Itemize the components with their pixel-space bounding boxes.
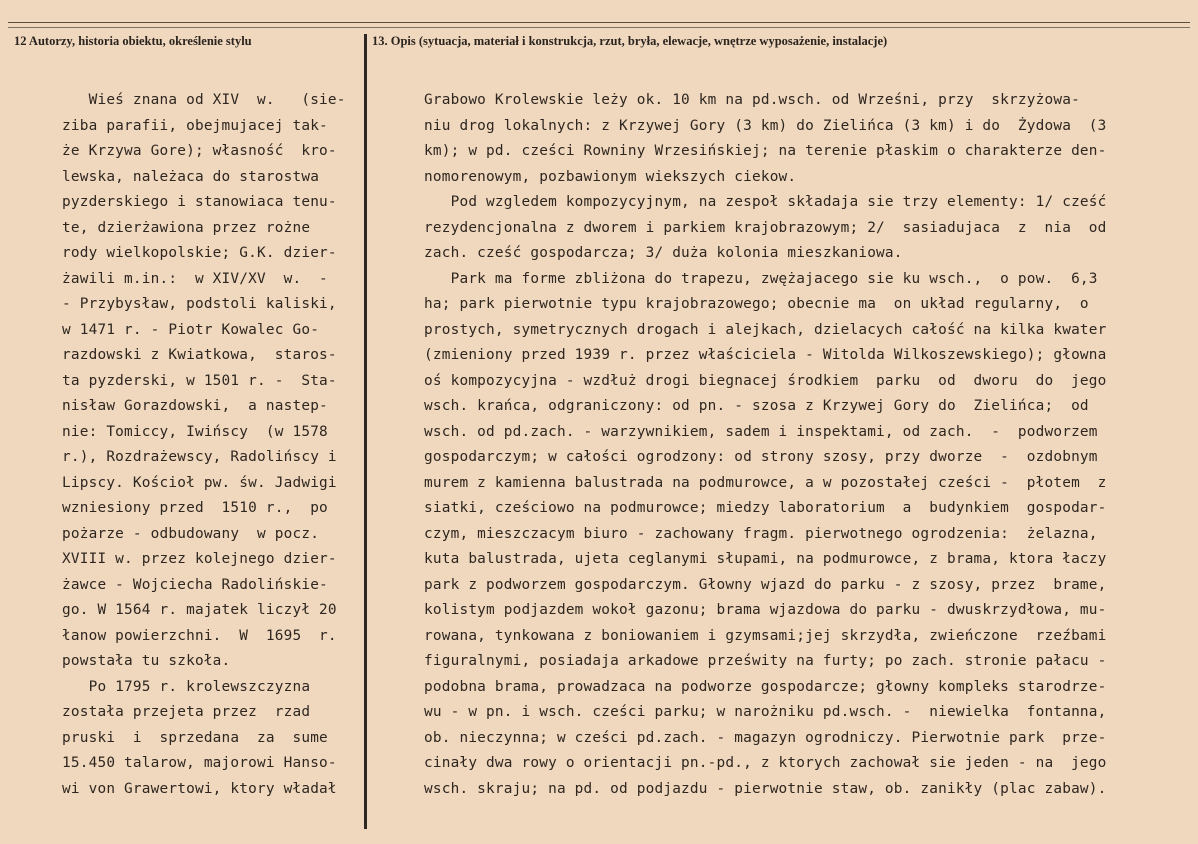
history-text-line: ta pyzderski, w 1501 r. - Sta-	[62, 372, 337, 389]
description-text-line: podobna brama, prowadzaca na podworze gospodarcze; głowny kompleks starodrze-	[424, 678, 1107, 695]
history-text-line: ziba parafii, obejmujacej tak-	[62, 117, 328, 134]
description-text-line: wsch. krańca, odgraniczony: od pn. - szosa z Krzywej Gory do Zielińca; od	[424, 398, 1089, 414]
description-text-line: murem z kamienna balustrada na podmurowce, a w pozostałej cześci - płotem z	[424, 474, 1107, 491]
history-text-line: go. W 1564 r. majatek liczył 20	[62, 602, 337, 618]
description-text-line: nomorenowym, pozbawionym wiekszych ciekow.	[424, 168, 797, 185]
history-text-line: razdowski z Kwiatkowa, staros-	[62, 347, 337, 363]
description-text-line: Grabowo Krolewskie leży ok. 10 km na pd.wsch. od Wrześni, przy skrzyżowa-	[424, 92, 1080, 108]
history-text-line: nie: Tomiccy, Iwińscy (w 1578	[62, 423, 328, 440]
description-text-line: wsch. skraju; na pd. od podjazdu - pierwotnie staw, ob. zanikły (plac zabaw).	[424, 780, 1107, 797]
description-text-line: gospodarczym; w całości ogrodzony: od strony szosy, przy dworze - ozdobnym	[424, 449, 1098, 465]
section-13-heading: 13. Opis (sytuacja, materiał i konstrukcja, rzut, bryła, elewacje, wnętrze wyposażenie, instalacje)	[372, 34, 888, 48]
description-text-line: ob. nieczynna; w cześci pd.zach. - magazyn ogrodniczy. Pierwotnie park prze-	[424, 729, 1107, 746]
history-text-line: że Krzywa Gore); własność kro-	[62, 143, 337, 159]
history-text-line: żawili m.in.: w XIV/XV w. -	[62, 270, 328, 287]
description-text-line: Pod wzgledem kompozycyjnym, na zespoł składaja sie trzy elementy: 1/ cześć	[424, 194, 1107, 210]
history-text-line: powstała tu szkoła.	[62, 653, 231, 669]
history-text-line: Lipscy. Kościoł pw. św. Jadwigi	[62, 474, 337, 491]
history-text-line: w 1471 r. - Piotr Kowalec Go-	[62, 321, 320, 338]
history-text-line: lewska, należaca do starostwa	[62, 168, 320, 185]
history-text-line: została przejeta przez rzad	[62, 704, 311, 720]
history-text-line: pożarze - odbudowany w pocz.	[62, 525, 320, 542]
description-text-line: figuralnymi, posiadaja arkadowe prześwity na furty; po zach. stronie pałacu -	[424, 653, 1107, 669]
description-text-line: wu - w pn. i wsch. cześci parku; w narożniku pd.wsch. - niewielka fontanna,	[424, 704, 1107, 720]
history-text-line: - Przybysław, podstoli kaliski,	[62, 296, 337, 312]
top-rule	[8, 22, 1190, 23]
description-text-line: siatki, cześciowo na podmurowce; miedzy laboratorium a budynkiem gospodar-	[424, 500, 1107, 516]
history-text-line: nisław Gorazdowski, a nastep-	[62, 398, 328, 414]
description-text-line: kuta balustrada, ujeta ceglanymi słupami, na podmurowce, z brama, ktora łaczy	[424, 551, 1107, 567]
description-text-line: niu drog lokalnych: z Krzywej Gory (3 km) do Zielińca (3 km) i do Żydowa (3	[424, 117, 1107, 134]
history-text-line: rody wielkopolskie; G.K. dzier-	[62, 245, 337, 261]
description-text-line: Park ma forme zbliżona do trapezu, zwężajacego sie ku wsch., o pow. 6,3	[424, 270, 1098, 287]
history-text-line: łanow powierzchni. W 1695 r.	[62, 627, 337, 644]
top-rule-secondary	[8, 27, 1190, 28]
description-text-line: kolistym podjazdem wokoł gazonu; brama wjazdowa do parku - dwuskrzydłowa, mu-	[424, 602, 1107, 618]
description-text-line: km); w pd. cześci Rowniny Wrzesińskiej; na terenie płaskim o charakterze den-	[424, 143, 1107, 159]
section-12-heading: 12 Autorzy, historia obiektu, określenie stylu	[14, 34, 252, 48]
description-text-line: prostych, symetrycznych drogach i alejkach, dzielacych całość na kilka kwater	[424, 321, 1107, 338]
description-text-line: (zmieniony przed 1939 r. przez właściciela - Witolda Wilkoszewskiego); głowna	[424, 347, 1107, 363]
description-text-line: oś kompozycyjna - wzdłuż drogi biegnacej środkiem parku od dworu do jego	[424, 372, 1107, 389]
description-text-line: zach. cześć gospodarcza; 3/ duża kolonia mieszkaniowa.	[424, 245, 903, 261]
history-text-line: XVIII w. przez kolejnego dzier-	[62, 551, 337, 567]
column-divider	[364, 34, 367, 829]
history-column	[62, 88, 348, 802]
history-text-line: wi von Grawertowi, ktory władał	[62, 780, 337, 797]
history-text-line: wzniesiony przed 1510 r., po	[62, 500, 328, 516]
description-text-line: rowana, tynkowana z boniowaniem i gzymsami;jej skrzydła, zwieńczone rzeźbami	[424, 627, 1107, 644]
history-text-line: pruski i sprzedana za sume	[62, 729, 328, 746]
history-text-line: Po 1795 r. krolewszczyzna	[62, 678, 311, 695]
description-text-line: park z podworzem gospodarczym. Głowny wjazd do parku - z szosy, przez brame,	[424, 576, 1107, 593]
description-text-line: czym, mieszczacym biuro - zachowany fragm. pierwotnego ogrodzenia: żelazna,	[424, 525, 1098, 542]
description-text-line: wsch. od pd.zach. - warzywnikiem, sadem i inspektami, od zach. - podworzem	[424, 423, 1098, 440]
history-text-line: pyzderskiego i stanowiaca tenu-	[62, 194, 337, 210]
history-text-line: te, dzierżawiona przez rożne	[62, 219, 311, 236]
history-text-line: r.), Rozdrażewscy, Radolińscy i	[62, 449, 337, 465]
history-text-line: 15.450 talarow, majorowi Hanso-	[62, 755, 337, 771]
description-text-line: rezydencjonalna z dworem i parkiem krajobrazowym; 2/ sasiadujaca z nia od	[424, 219, 1107, 236]
description-column	[424, 88, 1160, 802]
history-text-line: Wieś znana od XIV w. (sie-	[62, 92, 346, 108]
history-text-line: żawce - Wojciecha Radolińskie-	[62, 576, 328, 593]
description-text-line: cinały dwa rowy o orientacji pn.-pd., z ktorych zachował sie jeden - na jego	[424, 755, 1107, 771]
description-text-line: ha; park pierwotnie typu krajobrazowego; obecnie ma on układ regularny, o	[424, 296, 1089, 312]
